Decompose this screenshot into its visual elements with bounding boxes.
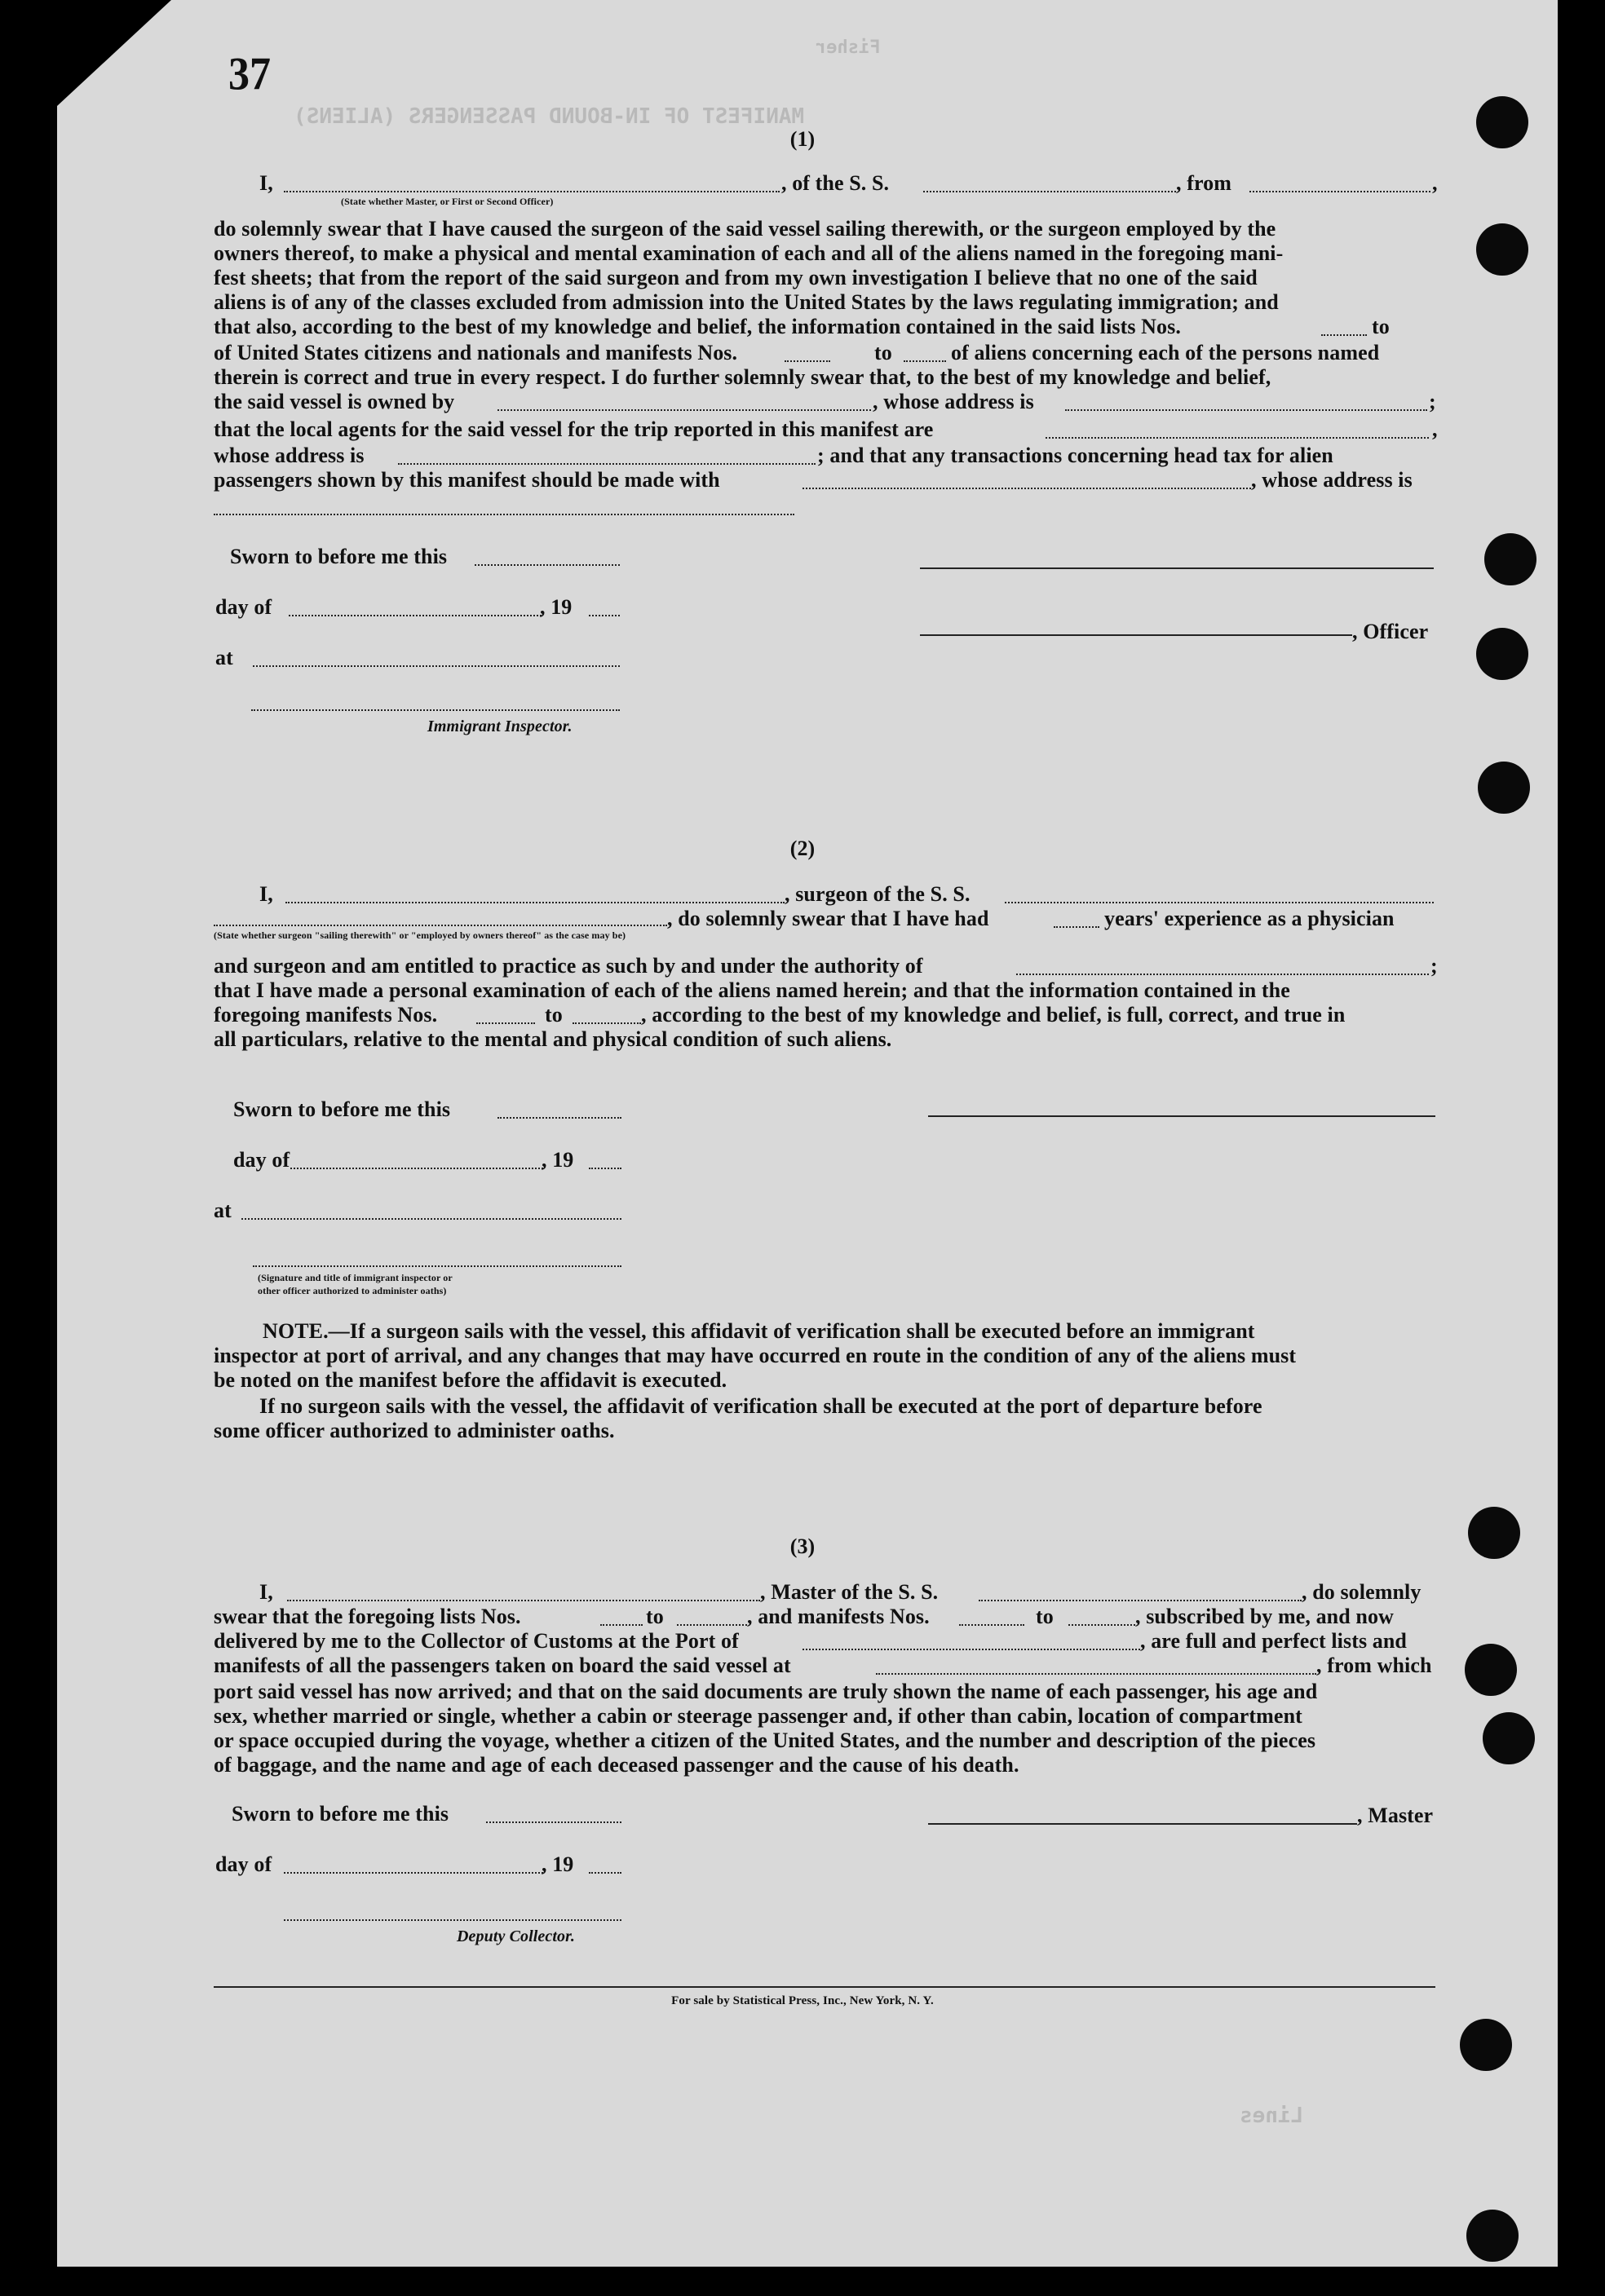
punch-hole (1476, 223, 1528, 276)
s3-paragraph-line: port said vessel has now arrived; and that on the said documents are truly shown the name of each passenger, his age and (214, 1680, 1318, 1703)
s1-from-label: , from (1176, 171, 1231, 195)
vessel-owner-field[interactable] (497, 409, 871, 411)
years-experience-field[interactable] (1054, 926, 1099, 928)
s2-vessel-field[interactable] (1005, 902, 1434, 903)
s1-paragraph-line: owners thereof, to make a physical and mental examination of each and all of the aliens named in the foregoing mani- (214, 241, 1284, 265)
page-number: 37 (228, 49, 271, 100)
s1-address-label: , whose address is (1251, 468, 1413, 492)
collector-caption: Deputy Collector. (457, 1927, 576, 1945)
s2-sworn-day-field[interactable] (497, 1117, 621, 1119)
local-agents-field[interactable] (1046, 437, 1429, 439)
punch-hole (1484, 533, 1536, 585)
officer-signature-line-1[interactable] (920, 567, 1434, 569)
s1-i-label: I, (259, 171, 273, 195)
s3-day-of-label: day of (215, 1852, 272, 1876)
s3-list-from-field[interactable] (600, 1624, 643, 1626)
s3-paragraph-line: , subscribed by me, and now (1135, 1605, 1394, 1628)
s3-paragraph-line: , from which (1316, 1654, 1432, 1677)
s1-year-field[interactable] (589, 615, 620, 616)
s2-surgeon-label: , surgeon of the S. S. (785, 882, 971, 906)
punch-hole (1465, 1644, 1517, 1696)
s1-sworn-label: Sworn to before me this (230, 545, 448, 568)
s3-to-label: to (646, 1605, 664, 1628)
s1-paragraph-line: of United States citizens and nationals and manifests Nos. (214, 341, 738, 364)
s1-year-label: , 19 (540, 595, 573, 619)
arrival-port-field[interactable] (802, 1649, 1140, 1650)
s2-manifest-from-field[interactable] (476, 1022, 535, 1024)
inspector-signature-field[interactable] (251, 709, 620, 711)
s1-paragraph-line: therein is correct and true in every respect. I do further solemnly swear that, to the best of my knowledge and belief, (214, 365, 1271, 389)
s1-address-label: , whose address is (873, 390, 1034, 413)
s2-at-label: at (214, 1199, 232, 1222)
s3-paragraph-line: sex, whether married or single, whether a cabin or steerage passenger and, if other than cabin, location of compartment (214, 1704, 1302, 1728)
s3-paragraph-line: , are full and perfect lists and (1140, 1629, 1407, 1653)
s1-comma: , (1432, 171, 1438, 195)
manifest-to-field[interactable] (904, 360, 946, 362)
s3-month-field[interactable] (284, 1872, 543, 1874)
surgeon-status-note: (State whether surgeon "sailing therewith" or "employed by owners thereof" as the case may be) (214, 929, 626, 941)
s3-paragraph-line: of baggage, and the name and age of each deceased passenger and the cause of his death. (214, 1753, 1019, 1777)
master-label: , Master (1357, 1804, 1434, 1827)
s2-place-field[interactable] (241, 1218, 621, 1220)
citizen-list-from-field[interactable] (1321, 334, 1367, 336)
s3-to-label: to (1036, 1605, 1054, 1628)
s2-note-line: If no surgeon sails with the vessel, the affidavit of verification shall be executed at the port of departure before (259, 1394, 1262, 1418)
footer-rule (214, 1986, 1435, 1988)
officer-title-note: (State whether Master, or First or Second Officer) (341, 196, 554, 207)
inspector-caption: Immigrant Inspector. (427, 718, 573, 735)
s3-manifest-from-field[interactable] (959, 1624, 1024, 1626)
head-tax-party-field[interactable] (802, 488, 1251, 489)
manifest-from-field[interactable] (785, 360, 830, 362)
section-3-heading: (3) (789, 1534, 816, 1558)
s3-year-field[interactable] (589, 1872, 621, 1874)
authority-field[interactable] (1016, 974, 1429, 975)
officer-title-field[interactable] (284, 191, 780, 192)
s1-paragraph-line: of aliens concerning each of the persons named (951, 341, 1380, 364)
s1-paragraph-line: ; and that any transactions concerning head tax for alien (817, 444, 1333, 467)
vessel-name-field[interactable] (923, 191, 1176, 192)
s3-list-to-field[interactable] (677, 1624, 747, 1626)
s2-authority-label: and surgeon and am entitled to practice as such by and under the authority of (214, 954, 923, 978)
s1-paragraph-line: fest sheets; that from the report of the said surgeon and from my own investigation I believe that no one of the said (214, 266, 1258, 289)
s2-paragraph-line: that I have made a personal examination of each of the aliens named herein; and that the information contained in the (214, 978, 1290, 1002)
s1-to-label: to (1372, 315, 1390, 338)
form-page (57, 0, 1558, 2267)
s3-sworn-day-field[interactable] (486, 1821, 621, 1823)
s1-day-of-label: day of (215, 595, 272, 619)
s1-owner-label: the said vessel is owned by (214, 390, 455, 413)
surgeon-status-field[interactable] (285, 902, 785, 903)
s1-place-field[interactable] (253, 665, 620, 667)
master-signature-line[interactable] (928, 1823, 1357, 1825)
punch-hole (1483, 1712, 1535, 1764)
punch-hole (1476, 628, 1528, 680)
officer-label: , Officer (1352, 620, 1429, 643)
s1-paragraph-line: do solemnly swear that I have caused the surgeon of the said vessel sailing therewith, or the surgeon employed by the (214, 217, 1276, 241)
s2-signature-caption: (Signature and title of immigrant inspector or (258, 1272, 453, 1283)
s2-manifest-to-field[interactable] (573, 1022, 641, 1024)
officer-signature-line-2[interactable] (920, 634, 1352, 636)
surgeon-signature-line[interactable] (928, 1115, 1435, 1117)
s2-day-of-label: day of (233, 1148, 290, 1172)
s1-paragraph-line: aliens is of any of the classes excluded from admission into the United States by the laws regulating immigration; and (214, 290, 1279, 314)
s3-master-label: , Master of the S. S. (760, 1580, 939, 1604)
s1-comma: , (1432, 417, 1438, 441)
s2-physician-label: years' experience as a physician (1104, 907, 1395, 930)
origin-port-field[interactable] (1249, 191, 1430, 192)
section-2-heading: (2) (789, 837, 816, 860)
s2-signature-caption: other officer authorized to administer oaths) (258, 1285, 447, 1296)
s1-of-ss-label: , of the S. S. (781, 171, 890, 195)
show-through-text: MANIFEST OF IN-BOUND PASSENGERS (ALIENS) (294, 104, 805, 129)
s1-to-label: to (874, 341, 892, 364)
boarding-port-field[interactable] (876, 1673, 1316, 1675)
s3-swear-label: , do solemnly (1302, 1580, 1422, 1604)
s2-signature-field[interactable] (253, 1265, 621, 1267)
s1-at-label: at (215, 646, 233, 669)
show-through-text: Fisher (816, 38, 881, 58)
s3-boarding-label: manifests of all the passengers taken on board the said vessel at (214, 1654, 791, 1677)
head-tax-address-field[interactable] (214, 514, 794, 515)
s2-paragraph-line: , according to the best of my knowledge and belief, is full, correct, and true in (641, 1003, 1346, 1027)
s3-manifest-to-field[interactable] (1068, 1624, 1135, 1626)
s1-agent-address-label: whose address is (214, 444, 365, 467)
s2-to-label: to (545, 1003, 563, 1027)
s2-manifests-label: foregoing manifests Nos. (214, 1003, 438, 1027)
s2-note-line: inspector at port of arrival, and any changes that may have occurred en route in the condition of any of the aliens must (214, 1344, 1297, 1367)
punch-hole (1466, 2210, 1519, 2262)
s2-i-label: I, (259, 882, 273, 906)
s3-paragraph-line: or space occupied during the voyage, whether a citizen of the United States, and the number and description of the pieces (214, 1729, 1316, 1752)
s2-swear-label: , do solemnly swear that I have had (667, 907, 989, 930)
s1-head-tax-label: passengers shown by this manifest should be made with (214, 468, 720, 492)
s3-i-label: I, (259, 1580, 273, 1604)
s3-vessel-field[interactable] (979, 1600, 1302, 1601)
s2-paragraph-line: all particulars, relative to the mental and physical condition of such aliens. (214, 1027, 892, 1051)
agent-address-field[interactable] (398, 463, 816, 465)
master-name-field[interactable] (287, 1600, 760, 1601)
punch-hole (1460, 2019, 1512, 2071)
s3-lists-label: swear that the foregoing lists Nos. (214, 1605, 521, 1628)
surgeon-name-field[interactable] (214, 925, 667, 926)
collector-signature-field[interactable] (284, 1919, 621, 1921)
s1-paragraph-line: that also, according to the best of my knowledge and belief, the information contained in the said lists Nos. (214, 315, 1181, 338)
owner-address-field[interactable] (1065, 409, 1427, 411)
s2-year-label: , 19 (542, 1148, 574, 1172)
s3-manifests-label: , and manifests Nos. (747, 1605, 930, 1628)
s3-sworn-label: Sworn to before me this (232, 1802, 449, 1826)
s2-semicolon: ; (1430, 954, 1438, 978)
s2-note-line: NOTE.—If a surgeon sails with the vessel, this affidavit of verification shall be executed before an immigrant (263, 1319, 1255, 1343)
s1-month-field[interactable] (289, 615, 542, 616)
s2-sworn-label: Sworn to before me this (233, 1097, 451, 1121)
s2-note-line: some officer authorized to administer oaths. (214, 1419, 615, 1442)
show-through-text: Lines (1240, 2104, 1304, 2128)
s1-agents-label: that the local agents for the said vessel for the trip reported in this manifest are (214, 417, 934, 441)
s1-sworn-day-field[interactable] (475, 564, 620, 566)
printer-imprint: For sale by Statistical Press, Inc., New York, N. Y. (671, 1994, 934, 2007)
section-1-heading: (1) (789, 127, 816, 151)
s3-port-label: delivered by me to the Collector of Customs at the Port of (214, 1629, 739, 1653)
s2-note-line: be noted on the manifest before the affidavit is executed. (214, 1368, 727, 1392)
s2-month-field[interactable] (290, 1168, 543, 1169)
punch-hole (1478, 762, 1530, 814)
s3-year-label: , 19 (542, 1852, 574, 1876)
s1-semicolon: ; (1429, 390, 1436, 413)
s2-year-field[interactable] (589, 1168, 621, 1169)
